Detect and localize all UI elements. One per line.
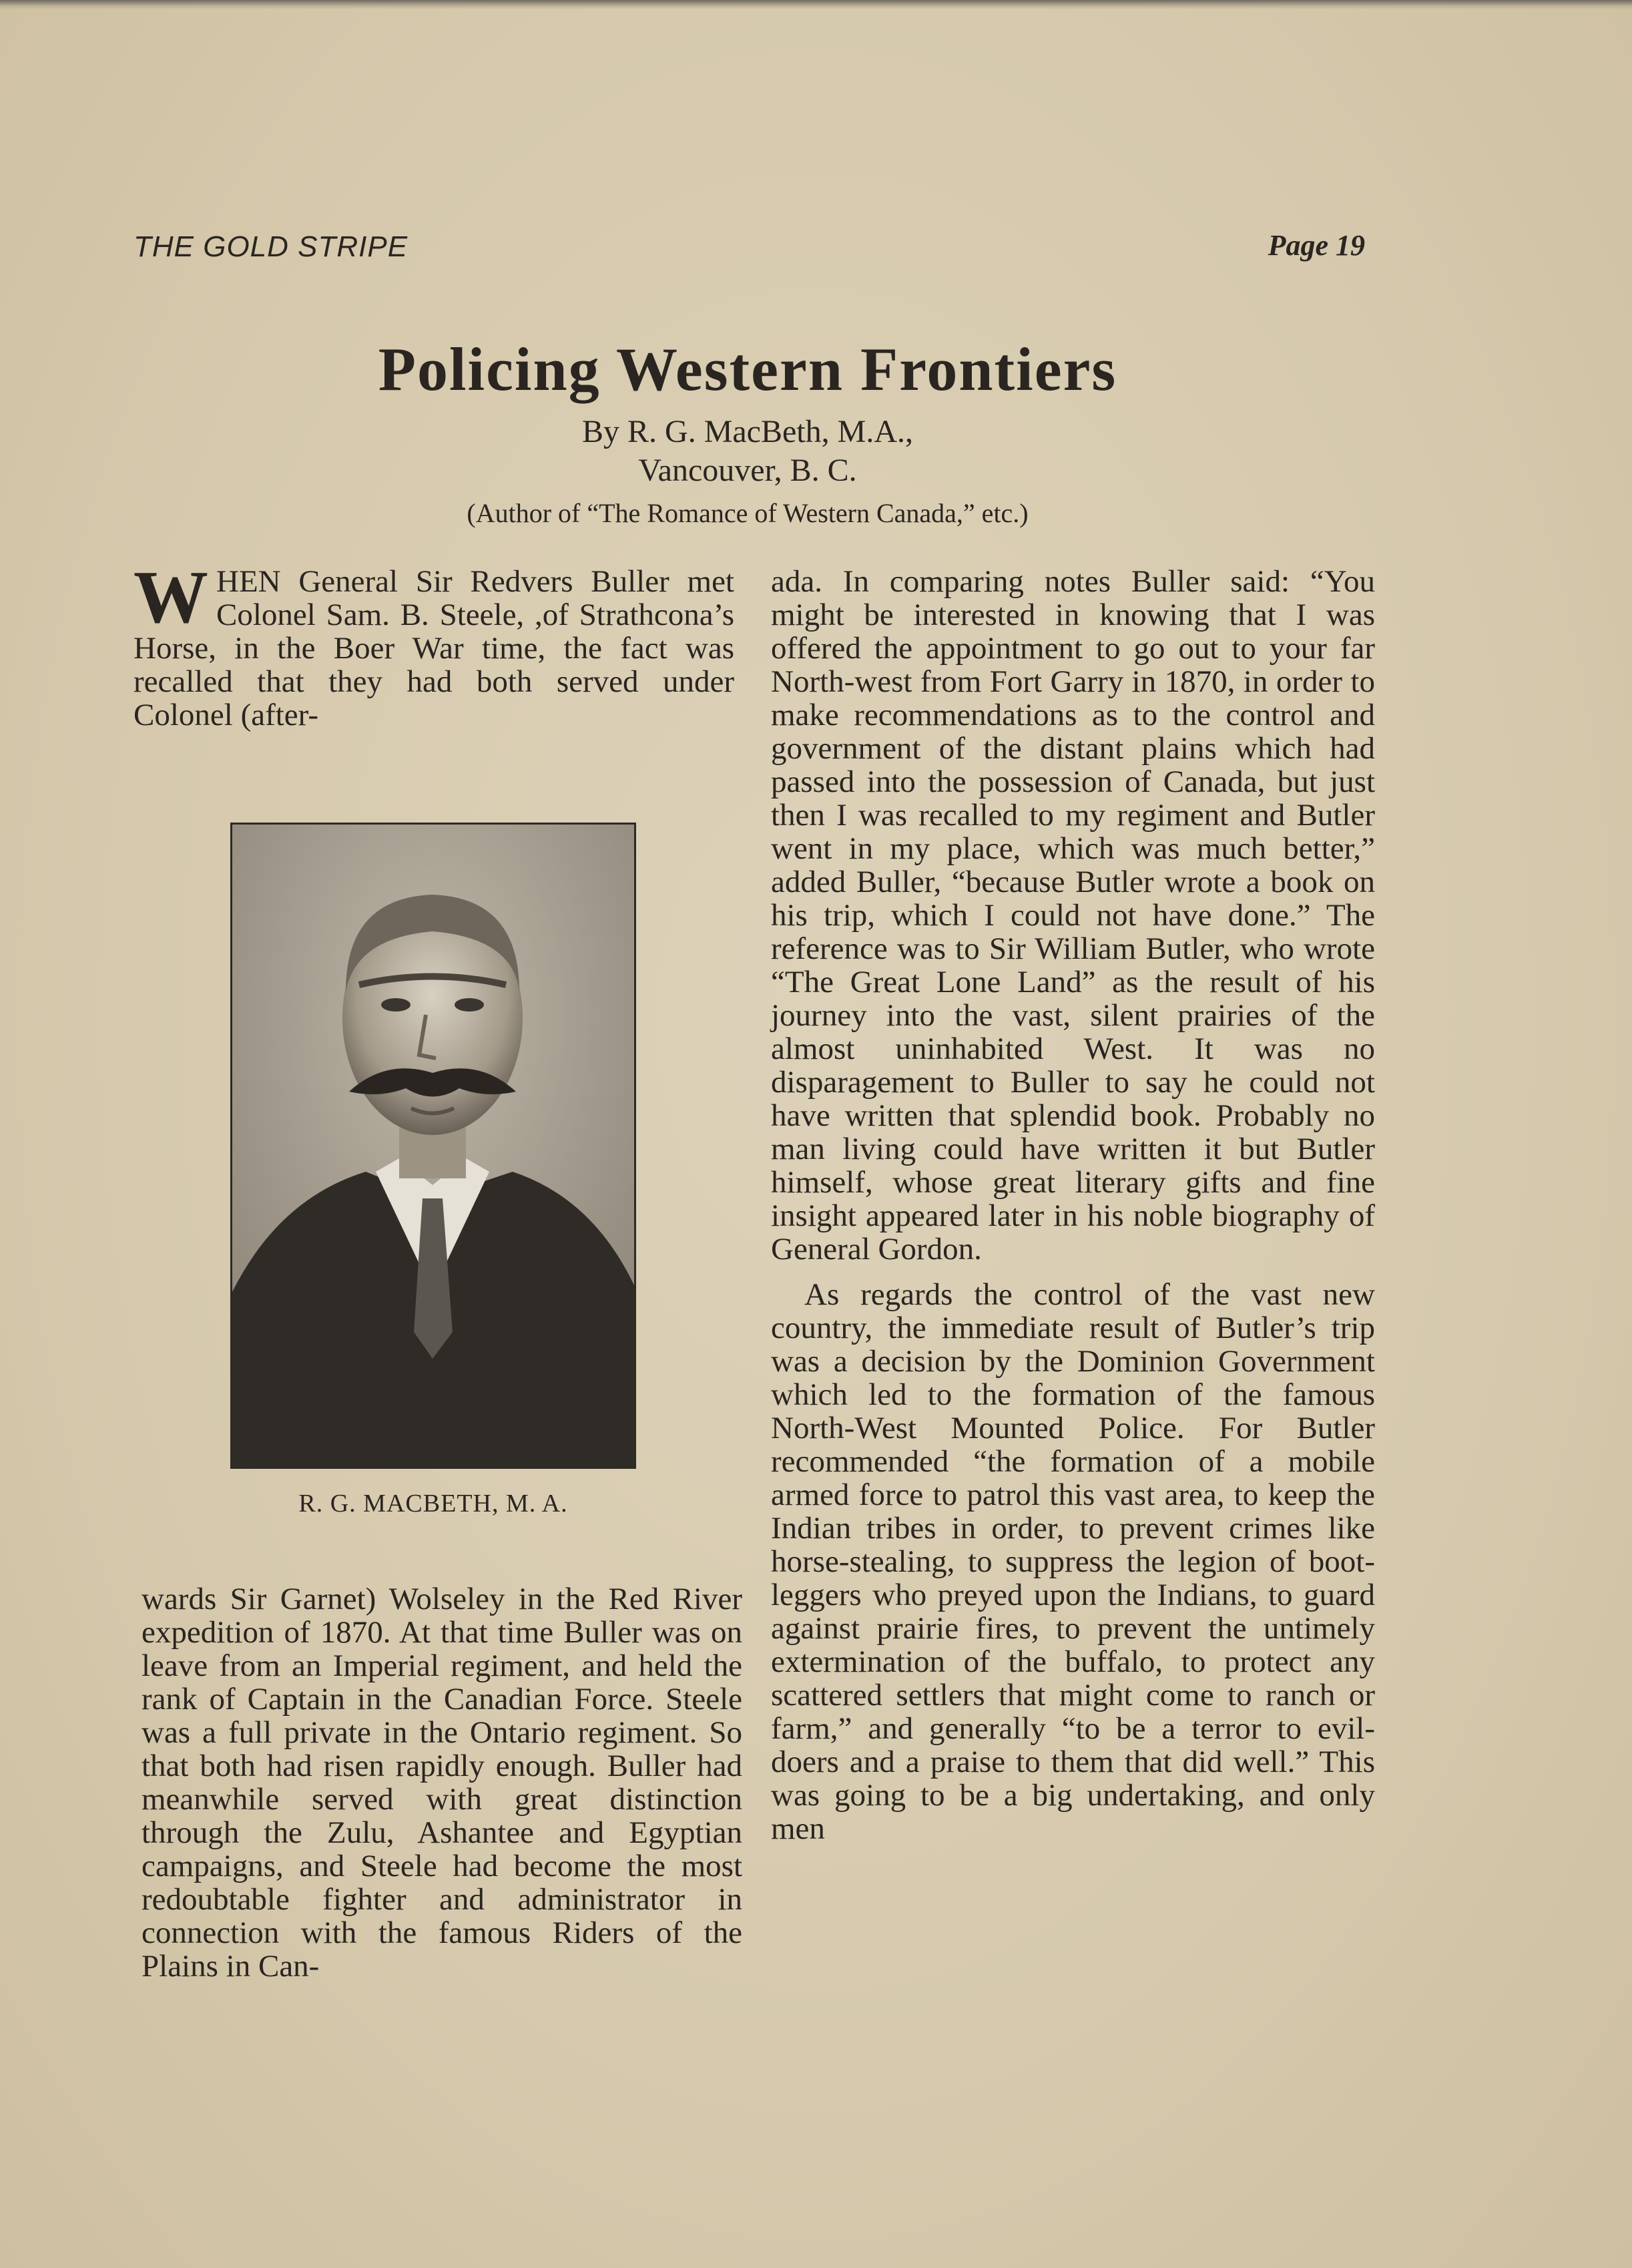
opening-paragraph (133, 556, 734, 732)
byline (0, 413, 1495, 490)
left-continuation: wards Sir Garnet) Wolseley in the Red River expedition of 1870. At that time Buller was on leave from an Imperial regiment, and held the rank of Captain in the Canadian Force. Steele was a full private in the Ontario regiment. So that both had risen rapidly enough. Buller had meanwhile served with great distinction through the Zulu, Ashantee and Egyptian campaigns, and Steele had become the most redoubtable fighter and administrator in connection with the famous Riders of the Plains in Can- (142, 1582, 742, 1984)
page-edge-shadow (0, 0, 1632, 9)
article-title: Policing Western Frontiers (378, 335, 1117, 403)
byline-author: By R. G. MacBeth, M.A., (582, 414, 913, 449)
author-note: (Author of “The Romance of Western Canada,” etc.) (467, 498, 1029, 528)
byline-location: Vancouver, B. C. (638, 453, 857, 488)
right-paragraph-1: ada. In comparing notes Buller said: “You might be interested in knowing that I was offered the appointment to go out to your far North-west from Fort Garry in 1870, in order to make recommendations as to the control and government of the distant plains which had passed into the possession of Canada, but just then I was recalled to my regiment and Butler went in my place, which was much better,” added Buller, “because Butler wrote a book on his trip, which I could not have done.” The reference was to Sir William Butler, who wrote “The Great Lone Land” as the result of his journey into the vast, silent prairies of the almost uninhabited West. It was no disparagement to Buller to say he could not have written that splendid book. Probably no man living could have written it but Butler himself, whose great literary gifts and fine insight appeared later in his noble biography of General Gordon. (771, 564, 1375, 1267)
portrait-photo (230, 823, 636, 1469)
left-column-bottom (142, 1582, 742, 1983)
photo-caption: R. G. MACBETH, M. A. (298, 1490, 568, 1518)
right-paragraph-2: As regards the control of the vast new country, the immediate result of Butler’s trip was a decision by the Dominion Government which led to the formation of the famous North-West Mounted Police. For Butler recommended “the formation of a mobile armed force to patrol this vast area, to keep the Indian tribes in order, to prevent crimes like horse-stealing, to suppress the legion of boot-leggers who preyed upon the Indians, to guard against prairie fires, to prevent the untimely extermination of the buffalo, to protect any scattered settlers that might come to ranch or farm,” and generally “to be a terror to evil-doers and a praise to them that did well.” This was going to be a big undertaking, and only men (771, 1277, 1375, 1846)
opening-text: HEN General Sir Redvers Buller met Colonel Sam. B. Steele, ,of Strathcona’s Horse, in the Boer War time, the fact was recalled that they had both served under Colonel (after- (133, 564, 734, 732)
left-column-top (133, 556, 734, 732)
right-column (771, 565, 1375, 1845)
page-number: Page 19 (1268, 229, 1365, 262)
drop-cap: W (133, 556, 208, 639)
running-head-journal: THE GOLD STRIPE (133, 230, 409, 263)
portrait-illustration (232, 825, 634, 1467)
